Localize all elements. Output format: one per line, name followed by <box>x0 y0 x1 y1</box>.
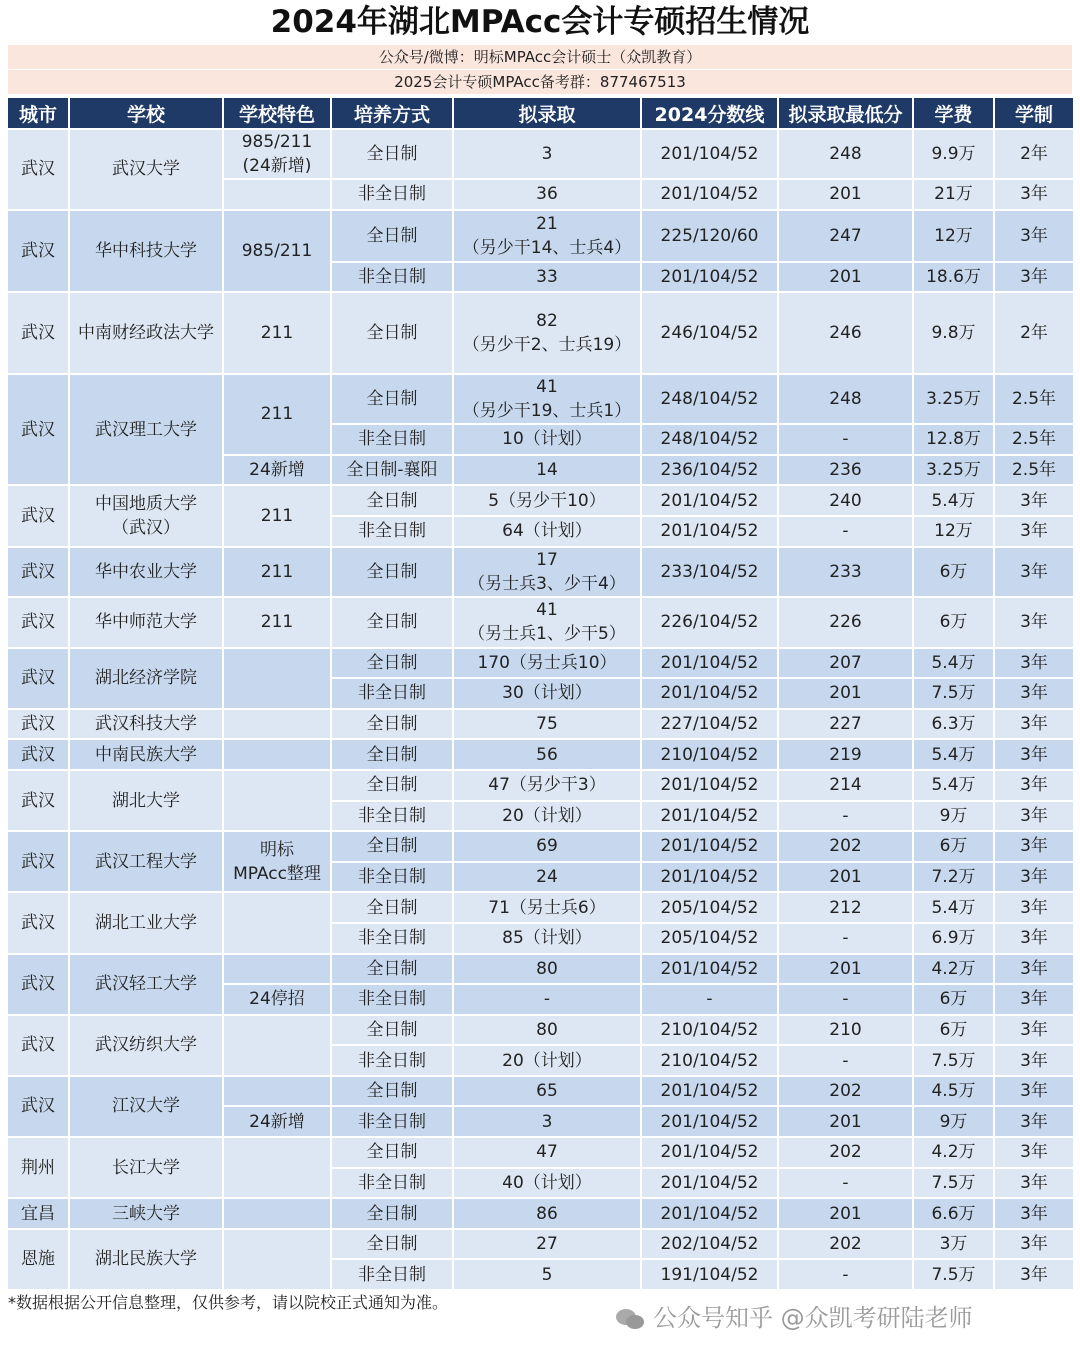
duration-cell: 3年 <box>994 862 1074 893</box>
school-cell: 三峡大学 <box>69 1198 223 1229</box>
study-mode-cell: 全日制 <box>331 739 453 770</box>
duration-cell: 3年 <box>994 1106 1074 1137</box>
study-mode-cell: 全日制 <box>331 129 453 179</box>
min-score-cell: 226 <box>778 597 913 648</box>
tuition-cell: 5.4万 <box>913 770 994 801</box>
min-score-cell: 201 <box>778 1106 913 1137</box>
score-line-cell: 201/104/52 <box>641 129 778 179</box>
tuition-cell: 6万 <box>913 597 994 648</box>
city-cell: 武汉 <box>7 210 69 293</box>
min-score-cell: 227 <box>778 709 913 740</box>
score-line-cell: 210/104/52 <box>641 739 778 770</box>
study-mode-cell: 全日制 <box>331 892 453 923</box>
city-cell: 武汉 <box>7 1076 69 1137</box>
table-row <box>7 1198 1074 1229</box>
score-line-cell: 201/104/52 <box>641 678 778 709</box>
score-line-cell: 201/104/52 <box>641 770 778 801</box>
duration-cell: 3年 <box>994 954 1074 985</box>
tuition-cell: 6.3万 <box>913 709 994 740</box>
min-score-cell: 219 <box>778 739 913 770</box>
duration-cell: 3年 <box>994 516 1074 547</box>
score-line-cell: 210/104/52 <box>641 1015 778 1046</box>
tuition-cell: 6万 <box>913 831 994 862</box>
tuition-cell: 6万 <box>913 984 994 1015</box>
school-cell: 武汉纺织大学 <box>69 1015 223 1076</box>
duration-cell: 2年 <box>994 129 1074 179</box>
column-header: 学校特色 <box>223 97 331 129</box>
study-mode-cell: 全日制 <box>331 1015 453 1046</box>
school-cell: 武汉理工大学 <box>69 374 223 485</box>
page-title: 2024年湖北MPAcc会计专硕招生情况 <box>270 4 810 40</box>
min-score-cell: 202 <box>778 831 913 862</box>
school-feature-cell <box>223 648 331 709</box>
school-feature-cell: 明标 MPAcc整理 <box>223 831 331 892</box>
school-feature-cell: 24停招 <box>223 984 331 1015</box>
score-line-cell: 201/104/52 <box>641 485 778 516</box>
study-mode-cell: 非全日制 <box>331 1168 453 1199</box>
score-line-cell: 201/104/52 <box>641 1137 778 1168</box>
school-cell: 中南财经政法大学 <box>69 292 223 374</box>
tuition-cell: 7.5万 <box>913 1259 994 1290</box>
planned-admission-cell: 30（计划） <box>453 678 641 709</box>
tuition-cell: 9万 <box>913 801 994 832</box>
school-feature-cell <box>223 1137 331 1198</box>
column-header: 学制 <box>994 97 1074 129</box>
planned-admission-cell: 5 <box>453 1259 641 1290</box>
study-mode-cell: 全日制 <box>331 954 453 985</box>
min-score-cell: - <box>778 923 913 954</box>
score-line-cell: 201/104/52 <box>641 1106 778 1137</box>
school-cell: 湖北大学 <box>69 770 223 831</box>
score-line-cell: 227/104/52 <box>641 709 778 740</box>
school-cell: 华中师范大学 <box>69 597 223 648</box>
planned-admission-cell: 36 <box>453 179 641 210</box>
min-score-cell: - <box>778 984 913 1015</box>
study-mode-cell: 全日制 <box>331 485 453 516</box>
school-cell: 湖北工业大学 <box>69 892 223 953</box>
school-feature-cell <box>223 1076 331 1107</box>
table-row <box>7 1229 1074 1260</box>
score-line-cell: 246/104/52 <box>641 292 778 374</box>
min-score-cell: - <box>778 1045 913 1076</box>
tuition-cell: 21万 <box>913 179 994 210</box>
duration-cell: 3年 <box>994 547 1074 597</box>
planned-admission-cell: 24 <box>453 862 641 893</box>
min-score-cell: 202 <box>778 1076 913 1107</box>
duration-cell: 2.5年 <box>994 455 1074 486</box>
table-row <box>7 892 1074 923</box>
school-feature-cell <box>223 179 331 210</box>
planned-admission-cell: 71（另士兵6） <box>453 892 641 923</box>
planned-admission-cell: 3 <box>453 129 641 179</box>
score-line-cell: 201/104/52 <box>641 831 778 862</box>
study-mode-cell: 全日制-襄阳 <box>331 455 453 486</box>
planned-admission-cell: 40（计划） <box>453 1168 641 1199</box>
city-cell: 武汉 <box>7 129 69 210</box>
min-score-cell: - <box>778 1259 913 1290</box>
study-mode-cell: 全日制 <box>331 709 453 740</box>
duration-cell: 3年 <box>994 923 1074 954</box>
table-row <box>7 709 1074 740</box>
study-mode-cell: 非全日制 <box>331 1045 453 1076</box>
min-score-cell: 246 <box>778 292 913 374</box>
wechat-icon <box>615 1307 645 1331</box>
study-mode-cell: 全日制 <box>331 210 453 262</box>
planned-admission-cell: 27 <box>453 1229 641 1260</box>
duration-cell: 3年 <box>994 984 1074 1015</box>
table-row <box>7 1137 1074 1168</box>
min-score-cell: 212 <box>778 892 913 923</box>
duration-cell: 2.5年 <box>994 374 1074 424</box>
school-cell: 中南民族大学 <box>69 739 223 770</box>
study-mode-cell: 全日制 <box>331 1076 453 1107</box>
school-feature-cell <box>223 1229 331 1290</box>
school-cell: 长江大学 <box>69 1137 223 1198</box>
planned-admission-cell: 56 <box>453 739 641 770</box>
study-mode-cell: 全日制 <box>331 648 453 679</box>
study-mode-cell: 非全日制 <box>331 424 453 455</box>
tuition-cell: 7.2万 <box>913 862 994 893</box>
min-score-cell: 201 <box>778 262 913 293</box>
planned-admission-cell: 17 （另士兵3、少干4） <box>453 547 641 597</box>
planned-admission-cell: 64（计划） <box>453 516 641 547</box>
min-score-cell: 201 <box>778 1198 913 1229</box>
score-line-cell: 201/104/52 <box>641 862 778 893</box>
study-mode-cell: 非全日制 <box>331 923 453 954</box>
min-score-cell: 201 <box>778 678 913 709</box>
tuition-cell: 12.8万 <box>913 424 994 455</box>
min-score-cell: 240 <box>778 485 913 516</box>
score-line-cell: 202/104/52 <box>641 1229 778 1260</box>
school-feature-cell <box>223 892 331 953</box>
tuition-cell: 5.4万 <box>913 648 994 679</box>
tuition-cell: 12万 <box>913 516 994 547</box>
min-score-cell: - <box>778 516 913 547</box>
duration-cell: 3年 <box>994 1168 1074 1199</box>
score-line-cell: 205/104/52 <box>641 892 778 923</box>
min-score-cell: 236 <box>778 455 913 486</box>
school-cell: 湖北民族大学 <box>69 1229 223 1290</box>
tuition-cell: 4.2万 <box>913 1137 994 1168</box>
school-feature-cell: 211 <box>223 547 331 597</box>
column-header: 城市 <box>7 97 69 129</box>
subtitle-account: 公众号/微博：明标MPAcc会计硕士（众凯教育） <box>8 45 1072 69</box>
study-mode-cell: 非全日制 <box>331 179 453 210</box>
tuition-cell: 6万 <box>913 1015 994 1046</box>
min-score-cell: 248 <box>778 129 913 179</box>
study-mode-cell: 全日制 <box>331 597 453 648</box>
planned-admission-cell: 5（另少干10） <box>453 485 641 516</box>
planned-admission-cell: 14 <box>453 455 641 486</box>
tuition-cell: 3.25万 <box>913 374 994 424</box>
city-cell: 武汉 <box>7 770 69 831</box>
city-cell: 武汉 <box>7 547 69 597</box>
table-header-row <box>7 97 1074 129</box>
city-cell: 武汉 <box>7 892 69 953</box>
score-line-cell: 210/104/52 <box>641 1045 778 1076</box>
min-score-cell: 202 <box>778 1137 913 1168</box>
school-feature-cell <box>223 954 331 985</box>
score-line-cell: 248/104/52 <box>641 424 778 455</box>
study-mode-cell: 非全日制 <box>331 801 453 832</box>
score-line-cell: 205/104/52 <box>641 923 778 954</box>
duration-cell: 2年 <box>994 292 1074 374</box>
tuition-cell: 6.6万 <box>913 1198 994 1229</box>
planned-admission-cell: 20（计划） <box>453 801 641 832</box>
min-score-cell: 214 <box>778 770 913 801</box>
score-line-cell: 191/104/52 <box>641 1259 778 1290</box>
table-row <box>7 1015 1074 1046</box>
school-cell: 武汉工程大学 <box>69 831 223 892</box>
duration-cell: 3年 <box>994 801 1074 832</box>
min-score-cell: - <box>778 1168 913 1199</box>
subtitle-group: 2025会计专硕MPAcc备考群：877467513 <box>8 70 1072 94</box>
tuition-cell: 7.5万 <box>913 1168 994 1199</box>
table-row <box>7 954 1074 985</box>
tuition-cell: 5.4万 <box>913 739 994 770</box>
planned-admission-cell: 82 （另少干2、士兵19） <box>453 292 641 374</box>
duration-cell: 3年 <box>994 678 1074 709</box>
min-score-cell: 201 <box>778 179 913 210</box>
column-header: 2024分数线 <box>641 97 778 129</box>
tuition-cell: 12万 <box>913 210 994 262</box>
min-score-cell: 202 <box>778 1229 913 1260</box>
score-line-cell: 236/104/52 <box>641 455 778 486</box>
tuition-cell: 3万 <box>913 1229 994 1260</box>
study-mode-cell: 全日制 <box>331 547 453 597</box>
study-mode-cell: 全日制 <box>331 770 453 801</box>
school-feature-cell: 211 <box>223 597 331 648</box>
score-line-cell: 201/104/52 <box>641 1198 778 1229</box>
tuition-cell: 9.8万 <box>913 292 994 374</box>
study-mode-cell: 非全日制 <box>331 262 453 293</box>
school-feature-cell: 211 <box>223 485 331 546</box>
table-row <box>7 485 1074 516</box>
score-line-cell: 201/104/52 <box>641 179 778 210</box>
planned-admission-cell: 80 <box>453 1015 641 1046</box>
city-cell: 宜昌 <box>7 1198 69 1229</box>
planned-admission-cell: 75 <box>453 709 641 740</box>
duration-cell: 3年 <box>994 831 1074 862</box>
study-mode-cell: 非全日制 <box>331 984 453 1015</box>
min-score-cell: - <box>778 424 913 455</box>
score-line-cell: 226/104/52 <box>641 597 778 648</box>
planned-admission-cell: 33 <box>453 262 641 293</box>
school-cell: 江汉大学 <box>69 1076 223 1137</box>
table-row <box>7 374 1074 424</box>
study-mode-cell: 非全日制 <box>331 678 453 709</box>
city-cell: 武汉 <box>7 739 69 770</box>
city-cell: 武汉 <box>7 485 69 546</box>
watermark <box>615 1298 973 1333</box>
table-row <box>7 770 1074 801</box>
school-cell: 华中科技大学 <box>69 210 223 293</box>
school-feature-cell <box>223 770 331 831</box>
study-mode-cell: 全日制 <box>331 1229 453 1260</box>
study-mode-cell: 全日制 <box>331 292 453 374</box>
city-cell: 武汉 <box>7 1015 69 1076</box>
score-line-cell: 225/120/60 <box>641 210 778 262</box>
duration-cell: 3年 <box>994 1137 1074 1168</box>
city-cell: 武汉 <box>7 831 69 892</box>
city-cell: 恩施 <box>7 1229 69 1290</box>
score-line-cell: 201/104/52 <box>641 954 778 985</box>
min-score-cell: 207 <box>778 648 913 679</box>
city-cell: 武汉 <box>7 709 69 740</box>
study-mode-cell: 非全日制 <box>331 1259 453 1290</box>
planned-admission-cell: 41 （另少干19、士兵1） <box>453 374 641 424</box>
school-feature-cell: 985/211 <box>223 210 331 293</box>
school-feature-cell: 985/211 (24新增) <box>223 129 331 179</box>
duration-cell: 3年 <box>994 770 1074 801</box>
duration-cell: 3年 <box>994 597 1074 648</box>
min-score-cell: 210 <box>778 1015 913 1046</box>
planned-admission-cell: 20（计划） <box>453 1045 641 1076</box>
study-mode-cell: 非全日制 <box>331 862 453 893</box>
column-header: 培养方式 <box>331 97 453 129</box>
min-score-cell: 233 <box>778 547 913 597</box>
tuition-cell: 5.4万 <box>913 485 994 516</box>
school-feature-cell: 211 <box>223 292 331 374</box>
city-cell: 武汉 <box>7 597 69 648</box>
duration-cell: 3年 <box>994 1198 1074 1229</box>
tuition-cell: 7.5万 <box>913 678 994 709</box>
duration-cell: 2.5年 <box>994 424 1074 455</box>
duration-cell: 3年 <box>994 1045 1074 1076</box>
duration-cell: 3年 <box>994 262 1074 293</box>
duration-cell: 3年 <box>994 179 1074 210</box>
planned-admission-cell: 41 （另士兵1、少干5） <box>453 597 641 648</box>
duration-cell: 3年 <box>994 485 1074 516</box>
min-score-cell: 201 <box>778 954 913 985</box>
column-header: 拟录取 <box>453 97 641 129</box>
table-row <box>7 739 1074 770</box>
duration-cell: 3年 <box>994 1229 1074 1260</box>
score-line-cell: 201/104/52 <box>641 1168 778 1199</box>
duration-cell: 3年 <box>994 1259 1074 1290</box>
tuition-cell: 7.5万 <box>913 1045 994 1076</box>
table-row <box>7 292 1074 374</box>
school-feature-cell <box>223 709 331 740</box>
duration-cell: 3年 <box>994 1015 1074 1046</box>
admissions-table <box>6 96 1075 1291</box>
score-line-cell: 201/104/52 <box>641 648 778 679</box>
school-feature-cell <box>223 1015 331 1076</box>
planned-admission-cell: 86 <box>453 1198 641 1229</box>
column-header: 拟录取最低分 <box>778 97 913 129</box>
planned-admission-cell: 21 （另少干14、士兵4） <box>453 210 641 262</box>
school-cell: 武汉轻工大学 <box>69 954 223 1015</box>
duration-cell: 3年 <box>994 892 1074 923</box>
school-feature-cell: 24新增 <box>223 1106 331 1137</box>
planned-admission-cell: 85（计划） <box>453 923 641 954</box>
tuition-cell: 3.25万 <box>913 455 994 486</box>
duration-cell: 3年 <box>994 709 1074 740</box>
tuition-cell: 18.6万 <box>913 262 994 293</box>
table-row <box>7 831 1074 862</box>
score-line-cell: 233/104/52 <box>641 547 778 597</box>
column-header: 学校 <box>69 97 223 129</box>
duration-cell: 3年 <box>994 648 1074 679</box>
duration-cell: 3年 <box>994 1076 1074 1107</box>
city-cell: 武汉 <box>7 954 69 1015</box>
score-line-cell: 201/104/52 <box>641 516 778 547</box>
study-mode-cell: 非全日制 <box>331 1106 453 1137</box>
city-cell: 武汉 <box>7 648 69 709</box>
footnote: *数据根据公开信息整理，仅供参考，请以院校正式通知为准。 <box>8 1293 449 1312</box>
score-line-cell: - <box>641 984 778 1015</box>
city-cell: 武汉 <box>7 374 69 485</box>
study-mode-cell: 全日制 <box>331 1198 453 1229</box>
table-row <box>7 547 1074 597</box>
study-mode-cell: 全日制 <box>331 1137 453 1168</box>
planned-admission-cell: 80 <box>453 954 641 985</box>
planned-admission-cell: 65 <box>453 1076 641 1107</box>
planned-admission-cell: - <box>453 984 641 1015</box>
tuition-cell: 4.2万 <box>913 954 994 985</box>
watermark-text: 公众号知乎 @众凯考研陆老师 <box>653 1304 973 1332</box>
school-cell: 武汉科技大学 <box>69 709 223 740</box>
tuition-cell: 5.4万 <box>913 892 994 923</box>
planned-admission-cell: 47（另少干3） <box>453 770 641 801</box>
school-cell: 中国地质大学 （武汉） <box>69 485 223 546</box>
school-feature-cell <box>223 1198 331 1229</box>
tuition-cell: 6.9万 <box>913 923 994 954</box>
school-feature-cell: 211 <box>223 374 331 455</box>
duration-cell: 3年 <box>994 739 1074 770</box>
min-score-cell: 201 <box>778 862 913 893</box>
study-mode-cell: 全日制 <box>331 831 453 862</box>
score-line-cell: 201/104/52 <box>641 262 778 293</box>
table-row <box>7 597 1074 648</box>
duration-cell: 3年 <box>994 210 1074 262</box>
planned-admission-cell: 170（另士兵10） <box>453 648 641 679</box>
tuition-cell: 6万 <box>913 547 994 597</box>
planned-admission-cell: 47 <box>453 1137 641 1168</box>
table-row <box>7 210 1074 262</box>
table-row <box>7 1076 1074 1107</box>
min-score-cell: 248 <box>778 374 913 424</box>
score-line-cell: 201/104/52 <box>641 1076 778 1107</box>
planned-admission-cell: 10（计划） <box>453 424 641 455</box>
planned-admission-cell: 3 <box>453 1106 641 1137</box>
score-line-cell: 201/104/52 <box>641 801 778 832</box>
school-feature-cell <box>223 739 331 770</box>
planned-admission-cell: 69 <box>453 831 641 862</box>
score-line-cell: 248/104/52 <box>641 374 778 424</box>
table-row <box>7 129 1074 179</box>
city-cell: 荆州 <box>7 1137 69 1198</box>
tuition-cell: 4.5万 <box>913 1076 994 1107</box>
school-cell: 华中农业大学 <box>69 547 223 597</box>
column-header: 学费 <box>913 97 994 129</box>
tuition-cell: 9.9万 <box>913 129 994 179</box>
table-row <box>7 648 1074 679</box>
city-cell: 武汉 <box>7 292 69 374</box>
tuition-cell: 9万 <box>913 1106 994 1137</box>
school-cell: 武汉大学 <box>69 129 223 210</box>
min-score-cell: - <box>778 801 913 832</box>
study-mode-cell: 全日制 <box>331 374 453 424</box>
school-cell: 湖北经济学院 <box>69 648 223 709</box>
min-score-cell: 247 <box>778 210 913 262</box>
school-feature-cell: 24新增 <box>223 455 331 486</box>
study-mode-cell: 非全日制 <box>331 516 453 547</box>
